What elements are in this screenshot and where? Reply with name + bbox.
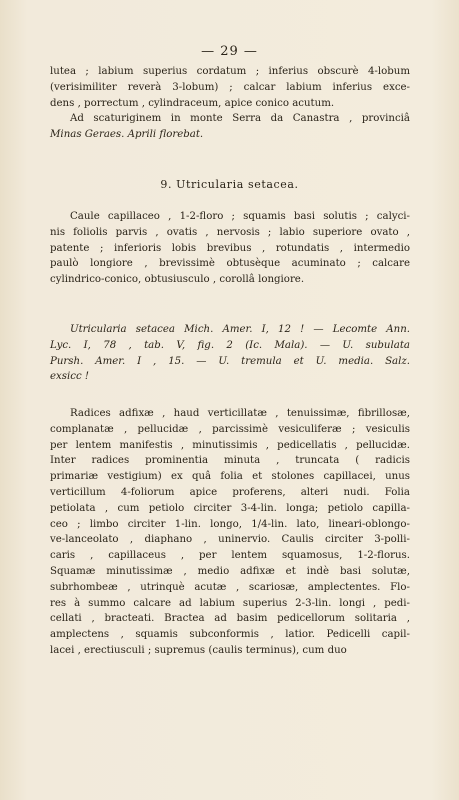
text-line: Pursh. Amer. I , 15. — U. tremula et U. media. Salz. [50, 355, 410, 367]
paragraph-description-end [50, 64, 410, 143]
paragraph-morphology [50, 406, 410, 659]
paragraph-diagnosis [50, 209, 410, 288]
text-line: paulò longiore , brevissimè obtusèque acuminato ; calcare [50, 258, 410, 270]
text-line: (verisimiliter reverà 3-lobum) ; calcar labium inferius exce- [50, 81, 410, 93]
text-line: cylindrico-conico, obtusiusculo , corollâ longiore. [50, 274, 305, 286]
text-line: ceo ; limbo circiter 1-lin. longo, 1/4-lin. lato, lineari-oblongo- [50, 518, 410, 530]
text-line: subrhombeæ , utrinquè acutæ , scariosæ, amplectentes. Flo- [50, 581, 410, 593]
text-line: Minas Geraes. Aprili florebat. [50, 129, 204, 141]
text-line: Ad scaturiginem in monte Serra da Canastra , provinciâ [70, 113, 410, 125]
text-line: patente ; inferioris lobis brevibus , rotundatis , intermedio [50, 242, 410, 254]
text-line: ve-lanceolato , diaphano , uninervio. Caulis circiter 3-polli- [50, 534, 410, 546]
text-line: dens , porrectum , cylindraceum, apice conico acutum. [50, 97, 335, 109]
text-line: lacei , erectiusculi ; supremus (caulis terminus), cum duo [50, 644, 347, 656]
text-line: Radices adfixæ , haud verticillatæ , tenuissimæ, fibrillosæ, [70, 408, 410, 419]
text-line: primariæ vestigium) ex quâ folia et stolones capillacei, unus [50, 471, 410, 483]
text-line: exsicc ! [50, 371, 90, 383]
text-line: caris , capillaceus , per lentem squamosus, 1-2-florus. [50, 550, 410, 562]
text-line: Squamæ minutissimæ , medio adfixæ et indè basi solutæ, [50, 565, 410, 577]
text-line: nis foliolis parvis , ovatis , nervosis ; labio superiore ovato , [50, 226, 410, 238]
paragraph-synonymy [50, 322, 410, 385]
text-line: per lentem manifestis , minutissimis , pedicellatis , pellucidæ. [50, 439, 410, 451]
text-line: petiolata , cum petiolo circiter 3-4-lin. longa; petiolo capilla- [50, 502, 410, 514]
page-number: — 29 — [201, 44, 258, 59]
text-line: verticillum 4-foliorum apice proferens, alteri nudi. Folia [50, 486, 410, 498]
species-heading: 9. Utricularia setacea. [160, 178, 299, 191]
text-line: Caule capillaceo , 1-2-floro ; squamis basi solutis ; calyci- [70, 211, 410, 222]
text-line: cellati , bracteati. Bractea ad basim pedicellorum solitaria , [50, 613, 410, 625]
text-line: lutea ; labium superius cordatum ; inferius obscurè 4-lobum [50, 66, 410, 77]
text-line: Lyc. I, 78 , tab. V, fig. 2 (Ic. Mala). — U. subulata [50, 339, 410, 351]
text-line: res à summo calcare ad labium superius 2-3-lin. longi , pedi- [50, 597, 410, 609]
text-line: complanatæ , pellucidæ , parcissimè vesiculiferæ ; vesiculis [50, 423, 410, 435]
text-line: Utricularia setacea Mich. Amer. I, 12 ! — Lecomte Ann. [70, 324, 410, 335]
text-line: amplectens , squamis subconformis , latior. Pedicelli capil- [50, 629, 410, 641]
text-line: Inter radices prominentia minuta , truncata ( radicis [50, 455, 410, 467]
